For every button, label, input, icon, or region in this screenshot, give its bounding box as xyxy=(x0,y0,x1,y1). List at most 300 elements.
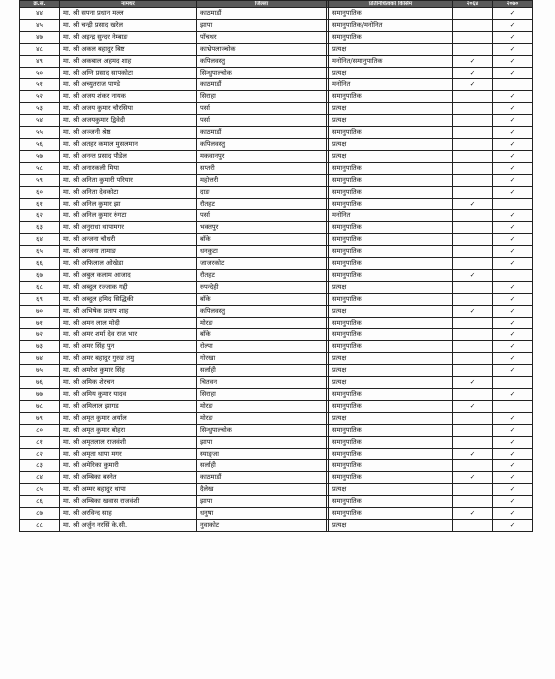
year-2070-mark: ✓ xyxy=(493,460,533,472)
member-name-cell: मा. श्री अजयकुमार द्विवेदी xyxy=(60,115,197,127)
table-row xyxy=(20,519,533,531)
district-cell: रोल्पा xyxy=(197,341,327,353)
table-row xyxy=(20,365,533,377)
representation-type-cell: समानुपातिक xyxy=(329,269,453,281)
table-row xyxy=(20,127,533,139)
serial-cell: ५७ xyxy=(20,150,60,162)
member-name-cell: मा. श्री अमर सिंह पुन xyxy=(60,341,197,353)
member-name-cell: मा. श्री अमरेश कुमार सिंह xyxy=(60,365,197,377)
representation-type-cell: समानुपातिक xyxy=(329,174,453,186)
member-name-cell: मा. श्री अब्दुल हमिद सिद्धिकी xyxy=(60,293,197,305)
member-name-cell: मा. श्री अनिल कुमार रुंगटा xyxy=(60,210,197,222)
member-name-cell: मा. श्री अतहर कमाल मुसलमान xyxy=(60,138,197,150)
serial-cell: ६५ xyxy=(20,246,60,258)
district-cell: रौतहट xyxy=(197,269,327,281)
year-2064-mark xyxy=(453,281,493,293)
member-name-cell: मा. श्री अभिषेक प्रताप शाह xyxy=(60,305,197,317)
representation-type-cell: समानुपातिक xyxy=(329,424,453,436)
year-2070-mark: ✓ xyxy=(493,484,533,496)
district-cell: महोत्तरी xyxy=(197,174,327,186)
header-name: नामथर xyxy=(60,1,197,8)
member-name-cell: मा. श्री अमृतलाल राजवंशी xyxy=(60,436,197,448)
district-cell: झापा xyxy=(197,496,327,508)
year-2064-mark xyxy=(453,174,493,186)
district-cell: सप्तरी xyxy=(197,162,327,174)
representation-type-cell: समानुपातिक/मनोनित xyxy=(329,19,453,31)
year-2070-mark: ✓ xyxy=(493,127,533,139)
year-2064-mark xyxy=(453,222,493,234)
year-2064-mark xyxy=(453,519,493,531)
member-name-cell: मा. श्री अजय शंकर नायक xyxy=(60,91,197,103)
serial-cell: ६१ xyxy=(20,198,60,210)
table-row xyxy=(20,174,533,186)
table-row xyxy=(20,150,533,162)
member-name-cell: मा. श्री अनुराधा थापामगर xyxy=(60,222,197,234)
representation-type-cell: समानुपातिक xyxy=(329,341,453,353)
serial-cell: ६६ xyxy=(20,258,60,270)
district-cell: जाजरकोट xyxy=(197,258,327,270)
year-2070-mark: ✓ xyxy=(493,389,533,401)
year-2070-mark: ✓ xyxy=(493,341,533,353)
year-2064-mark xyxy=(453,162,493,174)
table-row xyxy=(20,91,533,103)
table-row xyxy=(20,222,533,234)
district-cell: सर्लाही xyxy=(197,460,327,472)
member-name-cell: मा. श्री अनन्त प्रसाद पौडेल xyxy=(60,150,197,162)
district-cell: झापा xyxy=(197,19,327,31)
district-cell: पाँचथर xyxy=(197,31,327,43)
table-row xyxy=(20,115,533,127)
member-name-cell: मा. श्री अफिलाल ओखेडा xyxy=(60,258,197,270)
serial-cell: ८३ xyxy=(20,460,60,472)
member-name-cell: मा. श्री अब्दुल रज्जाक गद्दी xyxy=(60,281,197,293)
year-2070-mark: ✓ xyxy=(493,222,533,234)
year-2070-mark: ✓ xyxy=(493,43,533,55)
member-name-cell: मा. श्री अरविन्द साह xyxy=(60,508,197,520)
table-row xyxy=(20,424,533,436)
representation-type-cell: समानुपातिक xyxy=(329,186,453,198)
member-name-cell: मा. श्री अमन लाल मोदी xyxy=(60,317,197,329)
district-cell: काठमाडौं xyxy=(197,472,327,484)
serial-cell: ४९ xyxy=(20,55,60,67)
district-cell: नुवाकोट xyxy=(197,519,327,531)
serial-cell: ४७ xyxy=(20,31,60,43)
representation-type-cell: प्रत्यक्ष xyxy=(329,353,453,365)
header-representation-type: प्रतिनिधित्वको किसिम xyxy=(329,1,453,8)
table-row xyxy=(20,341,533,353)
year-2064-mark: ✓ xyxy=(453,67,493,79)
district-cell: काठमाडौं xyxy=(197,79,327,91)
year-2064-mark: ✓ xyxy=(453,198,493,210)
representation-type-cell: प्रत्यक्ष xyxy=(329,519,453,531)
table-row xyxy=(20,186,533,198)
table-row xyxy=(20,258,533,270)
year-2070-mark xyxy=(493,269,533,281)
year-2070-mark: ✓ xyxy=(493,31,533,43)
district-cell: सर्लाही xyxy=(197,365,327,377)
serial-cell: ६४ xyxy=(20,234,60,246)
year-2064-mark xyxy=(453,31,493,43)
members-table xyxy=(19,0,533,532)
year-2070-mark xyxy=(493,400,533,412)
year-2064-mark: ✓ xyxy=(453,448,493,460)
district-cell: धनकुटा xyxy=(197,246,327,258)
representation-type-cell: प्रत्यक्ष xyxy=(329,43,453,55)
table-row xyxy=(20,460,533,472)
district-cell: झापा xyxy=(197,436,327,448)
table-row xyxy=(20,389,533,401)
year-2064-mark: ✓ xyxy=(453,55,493,67)
table-row xyxy=(20,210,533,222)
year-2064-mark: ✓ xyxy=(453,472,493,484)
representation-type-cell: प्रत्यक्ष xyxy=(329,365,453,377)
representation-type-cell: समानुपातिक xyxy=(329,508,453,520)
member-name-cell: मा. श्री अनारकली मिया xyxy=(60,162,197,174)
member-name-cell: मा. श्री अमृत कुमार बोहरा xyxy=(60,424,197,436)
district-cell: काभ्रेपलाञ्चोक xyxy=(197,43,327,55)
representation-type-cell: प्रत्यक्ष xyxy=(329,377,453,389)
year-2064-mark: ✓ xyxy=(453,400,493,412)
serial-cell: ६९ xyxy=(20,293,60,305)
member-name-cell: मा. श्री अकल बहादुर बिष्ट xyxy=(60,43,197,55)
year-2064-mark xyxy=(453,8,493,20)
table-row xyxy=(20,436,533,448)
year-2064-mark: ✓ xyxy=(453,269,493,281)
representation-type-cell: प्रत्यक्ष xyxy=(329,484,453,496)
year-2070-mark: ✓ xyxy=(493,186,533,198)
year-2070-mark: ✓ xyxy=(493,8,533,20)
member-name-cell: मा. श्री अम्बिका बस्नेत xyxy=(60,472,197,484)
district-cell: बाँके xyxy=(197,293,327,305)
year-2070-mark: ✓ xyxy=(493,91,533,103)
table-row xyxy=(20,246,533,258)
member-name-cell: मा. श्री अग्नि प्रसाद सापकोटा xyxy=(60,67,197,79)
district-cell: बाँके xyxy=(197,329,327,341)
table-row xyxy=(20,472,533,484)
year-2064-mark: ✓ xyxy=(453,377,493,389)
table-row xyxy=(20,317,533,329)
serial-cell: ७५ xyxy=(20,365,60,377)
year-2070-mark: ✓ xyxy=(493,365,533,377)
member-name-cell: मा. श्री अमृता थापा मगर xyxy=(60,448,197,460)
district-cell: दैलेख xyxy=(197,484,327,496)
table-row xyxy=(20,198,533,210)
district-cell: भक्तपुर xyxy=(197,222,327,234)
member-name-cell: मा. श्री अम्बिका खवास राजवंशी xyxy=(60,496,197,508)
year-2070-mark: ✓ xyxy=(493,174,533,186)
member-name-cell: मा. श्री अमर शर्मा देव राज भार xyxy=(60,329,197,341)
representation-type-cell: समानुपातिक xyxy=(329,222,453,234)
table-row xyxy=(20,103,533,115)
member-name-cell: मा. श्री अमिक शेरचन xyxy=(60,377,197,389)
year-2070-mark: ✓ xyxy=(493,246,533,258)
member-name-cell: मा. श्री अमेरिका कुमारी xyxy=(60,460,197,472)
year-2064-mark xyxy=(453,103,493,115)
representation-type-cell: प्रत्यक्ष xyxy=(329,305,453,317)
serial-cell: ५८ xyxy=(20,162,60,174)
representation-type-cell: समानुपातिक xyxy=(329,329,453,341)
district-cell: सिन्धुपाल्चोक xyxy=(197,67,327,79)
representation-type-cell: प्रत्यक्ष xyxy=(329,412,453,424)
representation-type-cell: समानुपातिक xyxy=(329,317,453,329)
year-2064-mark xyxy=(453,293,493,305)
serial-cell: ८४ xyxy=(20,472,60,484)
member-name-cell: मा. श्री अमिय कुमार यादव xyxy=(60,389,197,401)
year-2070-mark: ✓ xyxy=(493,424,533,436)
table-row xyxy=(20,293,533,305)
representation-type-cell: प्रत्यक्ष xyxy=(329,281,453,293)
district-cell: दाङ xyxy=(197,186,327,198)
year-2064-mark xyxy=(453,496,493,508)
representation-type-cell: समानुपातिक xyxy=(329,246,453,258)
table-row xyxy=(20,484,533,496)
year-2064-mark xyxy=(453,210,493,222)
member-name-cell: मा. श्री अर्जुन नरसिं के.सी. xyxy=(60,519,197,531)
district-cell: धनुषा xyxy=(197,508,327,520)
serial-cell: ७९ xyxy=(20,412,60,424)
year-2064-mark xyxy=(453,19,493,31)
year-2064-mark xyxy=(453,353,493,365)
district-cell: गोरखा xyxy=(197,353,327,365)
table-row xyxy=(20,496,533,508)
representation-type-cell: समानुपातिक xyxy=(329,436,453,448)
year-2070-mark: ✓ xyxy=(493,67,533,79)
year-2064-mark: ✓ xyxy=(453,508,493,520)
year-2070-mark: ✓ xyxy=(493,508,533,520)
representation-type-cell: प्रत्यक्ष xyxy=(329,115,453,127)
serial-cell: ५९ xyxy=(20,174,60,186)
serial-cell: ८५ xyxy=(20,484,60,496)
district-cell: काठमाडौं xyxy=(197,127,327,139)
year-2070-mark: ✓ xyxy=(493,412,533,424)
table-header-row xyxy=(20,1,533,8)
table-row xyxy=(20,281,533,293)
representation-type-cell: समानुपातिक xyxy=(329,162,453,174)
year-2064-mark xyxy=(453,138,493,150)
year-2064-mark xyxy=(453,460,493,472)
district-cell: कपिलवस्तु xyxy=(197,305,327,317)
district-cell: रुपन्देही xyxy=(197,281,327,293)
representation-type-cell: समानुपातिक xyxy=(329,400,453,412)
serial-cell: ७६ xyxy=(20,377,60,389)
district-cell: पर्सा xyxy=(197,210,327,222)
year-2070-mark: ✓ xyxy=(493,115,533,127)
representation-type-cell: समानुपातिक xyxy=(329,91,453,103)
year-2064-mark xyxy=(453,389,493,401)
district-cell: मोरङ xyxy=(197,317,327,329)
year-2070-mark: ✓ xyxy=(493,162,533,174)
year-2070-mark: ✓ xyxy=(493,234,533,246)
year-2064-mark xyxy=(453,317,493,329)
serial-cell: ८० xyxy=(20,424,60,436)
serial-cell: ५४ xyxy=(20,115,60,127)
serial-cell: ७३ xyxy=(20,341,60,353)
district-cell: सिराहा xyxy=(197,91,327,103)
year-2064-mark xyxy=(453,150,493,162)
header-year-2064: २०६४ xyxy=(453,1,493,8)
serial-cell: ५३ xyxy=(20,103,60,115)
year-2064-mark xyxy=(453,246,493,258)
member-name-cell: मा. श्री अबुल कलाम आजाद xyxy=(60,269,197,281)
year-2070-mark: ✓ xyxy=(493,281,533,293)
district-cell: मकवानपुर xyxy=(197,150,327,162)
representation-type-cell: समानुपातिक xyxy=(329,8,453,20)
representation-type-cell: समानुपातिक xyxy=(329,389,453,401)
table-row xyxy=(20,55,533,67)
district-cell: कपिलवस्तु xyxy=(197,138,327,150)
serial-cell: ७१ xyxy=(20,317,60,329)
district-cell: स्याङ्जा xyxy=(197,448,327,460)
member-name-cell: मा. श्री अमर बहादुर गुरुङ तमु xyxy=(60,353,197,365)
serial-cell: ४८ xyxy=(20,43,60,55)
member-name-cell: मा. श्री अम्मर बहादुर थापा xyxy=(60,484,197,496)
district-cell: बाँके xyxy=(197,234,327,246)
district-cell: पर्सा xyxy=(197,103,327,115)
table-row xyxy=(20,31,533,43)
table-row xyxy=(20,43,533,55)
member-name-cell: मा. श्री अनिल कुमार झा xyxy=(60,198,197,210)
table-row xyxy=(20,508,533,520)
representation-type-cell: प्रत्यक्ष xyxy=(329,67,453,79)
serial-cell: ६३ xyxy=(20,222,60,234)
table-row xyxy=(20,269,533,281)
header-district: जिल्ला xyxy=(197,1,327,8)
serial-cell: ७४ xyxy=(20,353,60,365)
serial-cell: ६० xyxy=(20,186,60,198)
serial-cell: ४५ xyxy=(20,19,60,31)
member-name-cell: मा. श्री अनिता कुमारी परियार xyxy=(60,174,197,186)
serial-cell: ५१ xyxy=(20,79,60,91)
district-cell: कपिलवस्तु xyxy=(197,55,327,67)
table-row xyxy=(20,19,533,31)
table-row xyxy=(20,162,533,174)
representation-type-cell: समानुपातिक xyxy=(329,472,453,484)
table-row xyxy=(20,412,533,424)
representation-type-cell: प्रत्यक्ष xyxy=(329,138,453,150)
representation-type-cell: समानुपातिक xyxy=(329,198,453,210)
member-name-cell: मा. श्री अमृत कुमार अर्याल xyxy=(60,412,197,424)
representation-type-cell: मनोनित xyxy=(329,79,453,91)
year-2064-mark xyxy=(453,329,493,341)
year-2070-mark: ✓ xyxy=(493,436,533,448)
year-2070-mark: ✓ xyxy=(493,258,533,270)
member-name-cell: मा. श्री अन्जना चौधरी xyxy=(60,234,197,246)
district-cell: मोरङ xyxy=(197,412,327,424)
year-2064-mark xyxy=(453,186,493,198)
serial-cell: ८१ xyxy=(20,436,60,448)
header-serial: क्र.सं. xyxy=(20,1,60,8)
serial-cell: ८८ xyxy=(20,519,60,531)
year-2070-mark: ✓ xyxy=(493,19,533,31)
serial-cell: ८२ xyxy=(20,448,60,460)
year-2070-mark: ✓ xyxy=(493,496,533,508)
year-2070-mark: ✓ xyxy=(493,293,533,305)
year-2070-mark: ✓ xyxy=(493,448,533,460)
year-2064-mark xyxy=(453,341,493,353)
representation-type-cell: मनोनित xyxy=(329,210,453,222)
representation-type-cell: प्रत्यक्ष xyxy=(329,103,453,115)
serial-cell: ६७ xyxy=(20,269,60,281)
table-row xyxy=(20,67,533,79)
table-row xyxy=(20,400,533,412)
member-name-cell: मा. श्री अजय कुमार चौरसिया xyxy=(60,103,197,115)
serial-cell: ५२ xyxy=(20,91,60,103)
serial-cell: ७८ xyxy=(20,400,60,412)
year-2070-mark: ✓ xyxy=(493,305,533,317)
year-2064-mark xyxy=(453,91,493,103)
district-cell: सिराहा xyxy=(197,389,327,401)
representation-type-cell: समानुपातिक xyxy=(329,496,453,508)
member-name-cell: मा. श्री अकबाल अहमद शाह xyxy=(60,55,197,67)
district-cell: रौतहट xyxy=(197,198,327,210)
year-2064-mark xyxy=(453,115,493,127)
year-2064-mark xyxy=(453,436,493,448)
representation-type-cell: समानुपातिक xyxy=(329,258,453,270)
member-name-cell: मा. श्री अमिलाल झागड xyxy=(60,400,197,412)
serial-cell: ५५ xyxy=(20,127,60,139)
district-cell: मोरङ xyxy=(197,400,327,412)
table-row xyxy=(20,377,533,389)
district-cell: काठमाडौं xyxy=(197,8,327,20)
table-row xyxy=(20,305,533,317)
year-2070-mark: ✓ xyxy=(493,103,533,115)
year-2064-mark xyxy=(453,258,493,270)
member-name-cell: मा. श्री अच्युतराज पाण्डे xyxy=(60,79,197,91)
year-2070-mark xyxy=(493,79,533,91)
year-2070-mark: ✓ xyxy=(493,519,533,531)
header-year-2070: २०७० xyxy=(493,1,533,8)
table-row xyxy=(20,448,533,460)
year-2064-mark xyxy=(453,43,493,55)
serial-cell: ७७ xyxy=(20,389,60,401)
year-2064-mark xyxy=(453,234,493,246)
serial-cell: ५० xyxy=(20,67,60,79)
year-2064-mark: ✓ xyxy=(453,79,493,91)
serial-cell: ८७ xyxy=(20,508,60,520)
serial-cell: ४४ xyxy=(20,8,60,20)
year-2064-mark xyxy=(453,127,493,139)
year-2070-mark: ✓ xyxy=(493,138,533,150)
year-2070-mark xyxy=(493,377,533,389)
member-name-cell: मा. श्री सपना प्रधान मल्ल xyxy=(60,8,197,20)
year-2070-mark: ✓ xyxy=(493,329,533,341)
member-name-cell: मा. श्री अन्जना तामाङ xyxy=(60,246,197,258)
representation-type-cell: समानुपातिक xyxy=(329,31,453,43)
serial-cell: ५६ xyxy=(20,138,60,150)
year-2070-mark: ✓ xyxy=(493,55,533,67)
representation-type-cell: समानुपातिक xyxy=(329,234,453,246)
representation-type-cell: मनोनित/समानुपातिक xyxy=(329,55,453,67)
district-cell: चितवन xyxy=(197,377,327,389)
table-row xyxy=(20,234,533,246)
table-row xyxy=(20,353,533,365)
member-name-cell: मा. श्री अनिता देवकोटा xyxy=(60,186,197,198)
year-2070-mark: ✓ xyxy=(493,150,533,162)
district-cell: पर्सा xyxy=(197,115,327,127)
table-row xyxy=(20,138,533,150)
year-2064-mark xyxy=(453,412,493,424)
serial-cell: ६२ xyxy=(20,210,60,222)
member-name-cell: मा. श्री चन्द्री प्रसाद खरेल xyxy=(60,19,197,31)
member-name-cell: मा. श्री अइन्द्र सुन्दर नेम्बाङ xyxy=(60,31,197,43)
serial-cell: ६८ xyxy=(20,281,60,293)
member-name-cell: मा. श्री अञ्जनी श्रेष्ठ xyxy=(60,127,197,139)
table-row xyxy=(20,329,533,341)
year-2070-mark xyxy=(493,198,533,210)
year-2070-mark: ✓ xyxy=(493,317,533,329)
year-2070-mark: ✓ xyxy=(493,472,533,484)
table-row xyxy=(20,8,533,20)
